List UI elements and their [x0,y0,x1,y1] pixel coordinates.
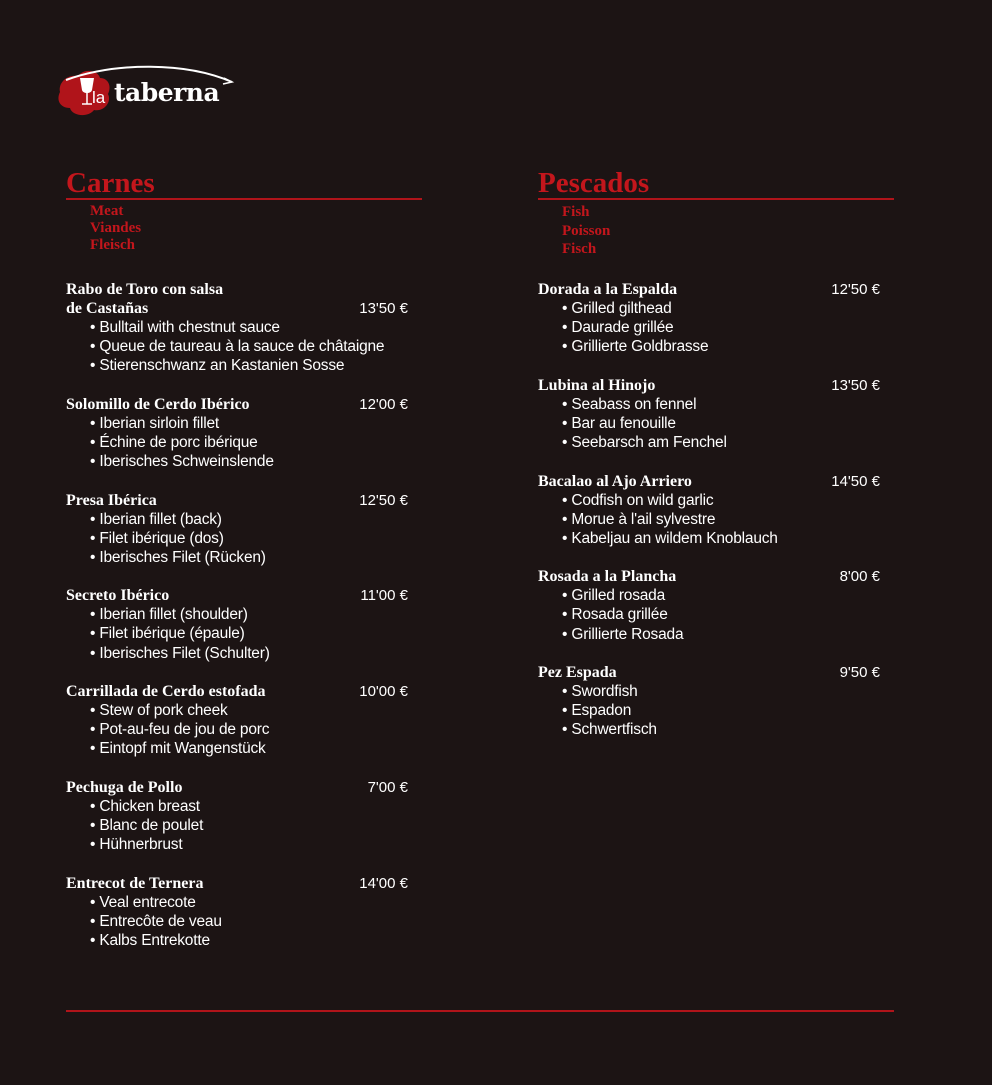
pescados-section [538,167,894,739]
desc-line-de: • Kabeljau an wildem Knoblauch [562,529,778,547]
desc-line-fr: • Blanc de poulet [90,817,204,834]
dish-name: Lubina al Hinojo [538,376,656,394]
section-title-pescados: Pescados [538,168,894,200]
dish-price: 13'50 € [359,300,408,317]
desc-line-en: • Stew of pork cheek [90,702,228,720]
dish-price: 14'00 € [359,874,408,892]
menu-item [66,874,422,950]
dish-description [90,605,422,662]
desc-line-de: • Grillierte Goldbrasse [562,338,709,356]
pescados-subtitle-de: Fisch [562,241,597,257]
dish-name: Presa Ibérica [66,491,157,509]
desc-line-fr: • Rosada grillée [562,606,668,624]
dish-description [90,893,422,950]
menu-item [66,586,422,662]
dish-name: Secreto Ibérico [66,587,170,605]
dish-price: 10'00 € [359,683,408,701]
desc-line-fr: • Morue à l'ail sylvestre [562,510,716,528]
dish-name [66,280,336,318]
dish-name: Dorada a la Espalda [538,281,678,298]
desc-line-de: • Iberisches Filet (Rücken) [90,548,266,566]
desc-line-en: • Grilled rosada [562,587,666,605]
pescados-subtitle-en: Fish [562,204,590,220]
dish-name: Rosada a la Plancha [538,568,677,586]
desc-line-de: • Iberisches Filet (Schulter) [90,644,270,662]
menu-item [66,778,422,854]
dish-description [562,491,894,548]
desc-line-en: • Iberian sirloin fillet [90,414,219,432]
dish-description [90,510,422,567]
logo [56,60,246,120]
desc-line-en: • Bulltail with chestnut sauce [90,319,280,336]
carnes-subtitle-de: Fleisch [90,237,135,253]
dish-price: 13'50 € [831,376,880,394]
menu-item [66,491,422,567]
dish-description [90,318,422,375]
logo-name-text: taberna [114,78,220,107]
carnes-items [66,280,422,969]
menu-item [66,280,422,375]
dish-description [562,395,894,452]
menu-item [538,663,894,739]
dish-description [90,701,422,758]
desc-line-fr: • Daurade grillée [562,319,674,337]
desc-line-en: • Chicken breast [90,797,200,815]
menu-item [66,395,422,471]
desc-line-en: • Codfish on wild garlic [562,491,714,509]
carnes-subtitle-en: Meat [90,203,124,219]
section-title-carnes: Carnes [66,168,422,200]
carnes-section [66,167,422,949]
carnes-subtitle-fr: Viandes [90,220,142,236]
menu-item [538,567,894,643]
dish-price: 7'00 € [367,778,408,796]
desc-line-fr: • Queue de taureau à la sauce de châtaigne [90,338,385,356]
dish-price: 12'00 € [359,395,408,413]
dish-description [562,682,894,739]
dish-description [90,414,422,471]
desc-line-de: • Kalbs Entrekotte [90,931,210,949]
menu-item [538,376,894,452]
desc-line-fr: • Espadon [562,702,632,720]
desc-line-fr: • Entrecôte de veau [90,912,222,930]
menu-item [538,280,894,356]
dish-description [562,586,894,643]
dish-description [562,299,894,356]
desc-line-en: • Veal entrecote [90,893,196,911]
desc-line-en: • Grilled gilthead [562,300,672,317]
logo-la-text: la [92,88,106,107]
desc-line-de: • Schwertfisch [562,721,657,739]
dish-price: 12'50 € [359,491,408,509]
desc-line-fr: • Échine de porc ibérique [90,433,258,451]
dish-price: 14'50 € [831,472,880,490]
desc-line-de: • Seebarsch am Fenchel [562,433,727,451]
dish-description [90,797,422,854]
desc-line-de: • Iberisches Schweinslende [90,452,274,470]
pescados-subtitles [562,203,894,259]
dish-name: Pechuga de Pollo [66,778,183,796]
dish-name: Pez Espada [538,664,617,682]
dish-price: 12'50 € [831,281,880,298]
desc-line-fr: • Filet ibérique (dos) [90,529,224,547]
carnes-subtitles [90,203,422,254]
desc-line-en: • Iberian fillet (back) [90,510,222,528]
dish-name-line: Rabo de Toro con salsa [66,281,224,298]
dish-name: Bacalao al Ajo Arriero [538,472,692,490]
desc-line-en: • Iberian fillet (shoulder) [90,606,248,624]
desc-line-fr: • Pot-au-feu de jou de porc [90,721,270,739]
desc-line-en: • Swordfish [562,683,638,701]
desc-line-de: • Grillierte Rosada [562,625,684,643]
desc-line-de: • Stierenschwanz an Kastanien Sosse [90,357,345,375]
dish-name: Entrecot de Ternera [66,874,204,892]
dish-name-line: de Castañas [66,300,149,317]
desc-line-fr: • Bar au fenouille [562,414,676,432]
dish-price: 11'00 € [360,587,408,605]
pescados-items [538,280,894,759]
dish-price: 8'00 € [839,568,880,586]
desc-line-de: • Eintopf mit Wangenstück [90,740,266,758]
dish-name: Carrillada de Cerdo estofada [66,683,266,701]
desc-line-en: • Seabass on fennel [562,395,697,413]
menu-item [66,682,422,758]
bottom-divider [66,1010,894,1012]
dish-name: Solomillo de Cerdo Ibérico [66,395,250,413]
desc-line-fr: • Filet ibérique (épaule) [90,625,245,643]
menu-item [538,472,894,548]
pescados-subtitle-fr: Poisson [562,222,611,239]
desc-line-de: • Hühnerbrust [90,836,183,854]
dish-price: 9'50 € [839,664,880,682]
